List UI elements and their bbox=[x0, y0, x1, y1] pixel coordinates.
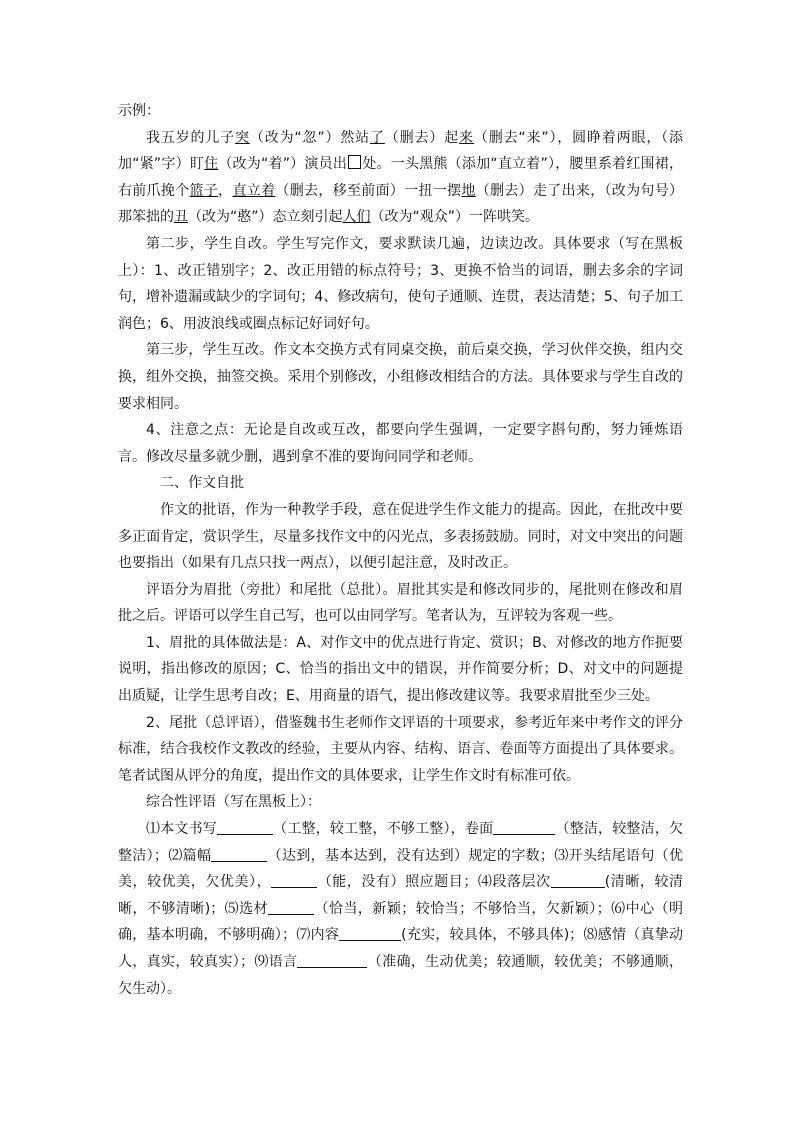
correction-mark: 突 bbox=[235, 129, 250, 146]
text: 我五岁的儿子 bbox=[146, 129, 236, 146]
correction-mark: 直立着 bbox=[232, 182, 276, 199]
text: （删去）走了出来，（改为句号）那笨拙的 bbox=[118, 182, 684, 226]
text: (清晰，较清晰，不够清晰)；⑸选材 bbox=[118, 874, 684, 917]
fill-blank bbox=[297, 952, 367, 968]
step3-paragraph: 第三步，学生互改。作文本交换方式有同桌交换，前后桌交换，学习伙伴交换，组内交换，组外交换，抽签交换。采用个别修改，小组修改相结合的方法。具体要求与学生自改的要求相同。 bbox=[118, 342, 683, 412]
text: （工整，较工整，不够工整），卷面 bbox=[272, 821, 494, 838]
text: 处。一头黑熊（添加“直立着”），腰里系着红围裙，右前爪挽个 bbox=[118, 156, 684, 199]
correction-mark: 来 bbox=[459, 129, 474, 146]
text: （改为“忽”）然站 bbox=[249, 129, 370, 146]
insertion-box-icon bbox=[348, 155, 361, 169]
criteria-paragraph bbox=[118, 816, 683, 1002]
correction-mark: 住 bbox=[204, 156, 219, 173]
example-paragraph bbox=[118, 125, 683, 231]
text: （能，没有）照应题目；⑷段落层次 bbox=[317, 874, 551, 891]
step2-paragraph: 第二步，学生自改。学生写完作文，要求默读几遍，边读边改。具体要求（写在黑板上）：1、改正错别字；2、改正用错的标点符号；3、更换不恰当的词语，删去多余的字词句，增补遗漏或缺少的字词句；4、修改病句，使句子通顺、连贯，表达清楚；5、句子加工润色；6、用波浪线或圈点标记好词好句。 bbox=[118, 235, 683, 332]
comprehensive-label: 综合性评语（写在黑板上）： bbox=[146, 794, 321, 811]
text: （改为“着”）演员出 bbox=[218, 156, 348, 173]
end-comment-paragraph: 2、尾批（总评语），借鉴魏书生老师作文评语的十项要求，参考近年来中考作文的评分标准，结合我校作文教改的经验，主要从内容、结构、语言、卷面等方面提出了具体要求。笔者试图从评分的角度，提出作文的具体要求，让学生作文时有标准可依。 bbox=[118, 714, 683, 784]
correction-mark: 人们 bbox=[342, 209, 371, 226]
document-page bbox=[118, 98, 683, 1002]
text: （改为“观众”）一阵哄笑。 bbox=[370, 209, 540, 226]
text: （删去，移至前面）一扭一摆 bbox=[275, 182, 462, 199]
correction-mark: 丑 bbox=[174, 209, 188, 226]
note-paragraph: 4、注意之点：无论是自改或互改，都要向学生强调，一定要字斟句酌，努力锤炼语言。修改尽量多就少删，遇到拿不准的要询问同学和老师。 bbox=[118, 422, 683, 465]
text: (充实，较具体，不够具体)；⑻感情（真挚动人，真实，较真实）；⑼语言 bbox=[118, 927, 683, 970]
correction-mark: 了 bbox=[369, 129, 385, 146]
text: （整洁，较整洁，欠整洁）；⑵篇幅 bbox=[118, 821, 684, 864]
margin-comment-paragraph: 1、眉批的具体做法是：A、对作文中的优点进行肯定、赏识；B、对修改的地方作扼要说明，指出修改的原因；C、恰当的指出文中的错误，并作简要分析；D、对文中的问题提出质疑，让学生思考自改；E、用商量的语气，提出修改建议等。我要求眉批至少三处。 bbox=[118, 634, 683, 705]
fill-blank bbox=[217, 819, 273, 835]
text: （删去“来”），圆睁着两眼，（添加“紧”字）盯 bbox=[118, 129, 684, 173]
text: ⑴本文书写 bbox=[146, 821, 217, 838]
fill-blank bbox=[339, 925, 401, 941]
fill-blank bbox=[268, 899, 314, 915]
text: （恰当，新颖；较恰当；不够恰当，欠新颖）；⑹中心（明确，基本明确，不够明确）；⑺内容 bbox=[118, 900, 684, 944]
section-heading: 二、作文自批 bbox=[160, 475, 244, 492]
fill-blank bbox=[493, 819, 555, 835]
text: （删去）起 bbox=[384, 129, 460, 146]
correction-mark: 地 bbox=[461, 182, 476, 199]
fill-blank bbox=[551, 872, 605, 888]
text: （准确，生动优美；较通顺，较优美；不够通顺，欠生动）。 bbox=[118, 954, 684, 997]
correction-mark: 篮子 bbox=[189, 182, 219, 199]
fill-blank bbox=[211, 846, 267, 862]
text: ， bbox=[218, 182, 233, 199]
text: （改为“憨”）态立刻引起 bbox=[188, 209, 343, 226]
fill-blank bbox=[271, 872, 317, 888]
comment-intro-paragraph: 作文的批语，作为一种教学手段，意在促进学生作文能力的提高。因此，在批改中要多正面肯定，赏识学生，尽量多找作文中的闪光点，多表扬鼓励。同时，对文中突出的问题也要指出（如果有几点只找一两点），以便引起注意，及时改正。 bbox=[118, 501, 683, 572]
comment-types-paragraph: 评语分为眉批（旁批）和尾批（总批）。眉批其实是和修改同步的，尾批则在修改和眉批之后。评语可以学生自己写，也可以由同学写。笔者认为，互评较为客观一些。 bbox=[118, 581, 683, 625]
example-label: 示例： bbox=[118, 103, 160, 119]
text: （达到，基本达到，没有达到）规定的字数；⑶开头结尾语句（优美，较优美，欠优美）， bbox=[118, 847, 684, 891]
